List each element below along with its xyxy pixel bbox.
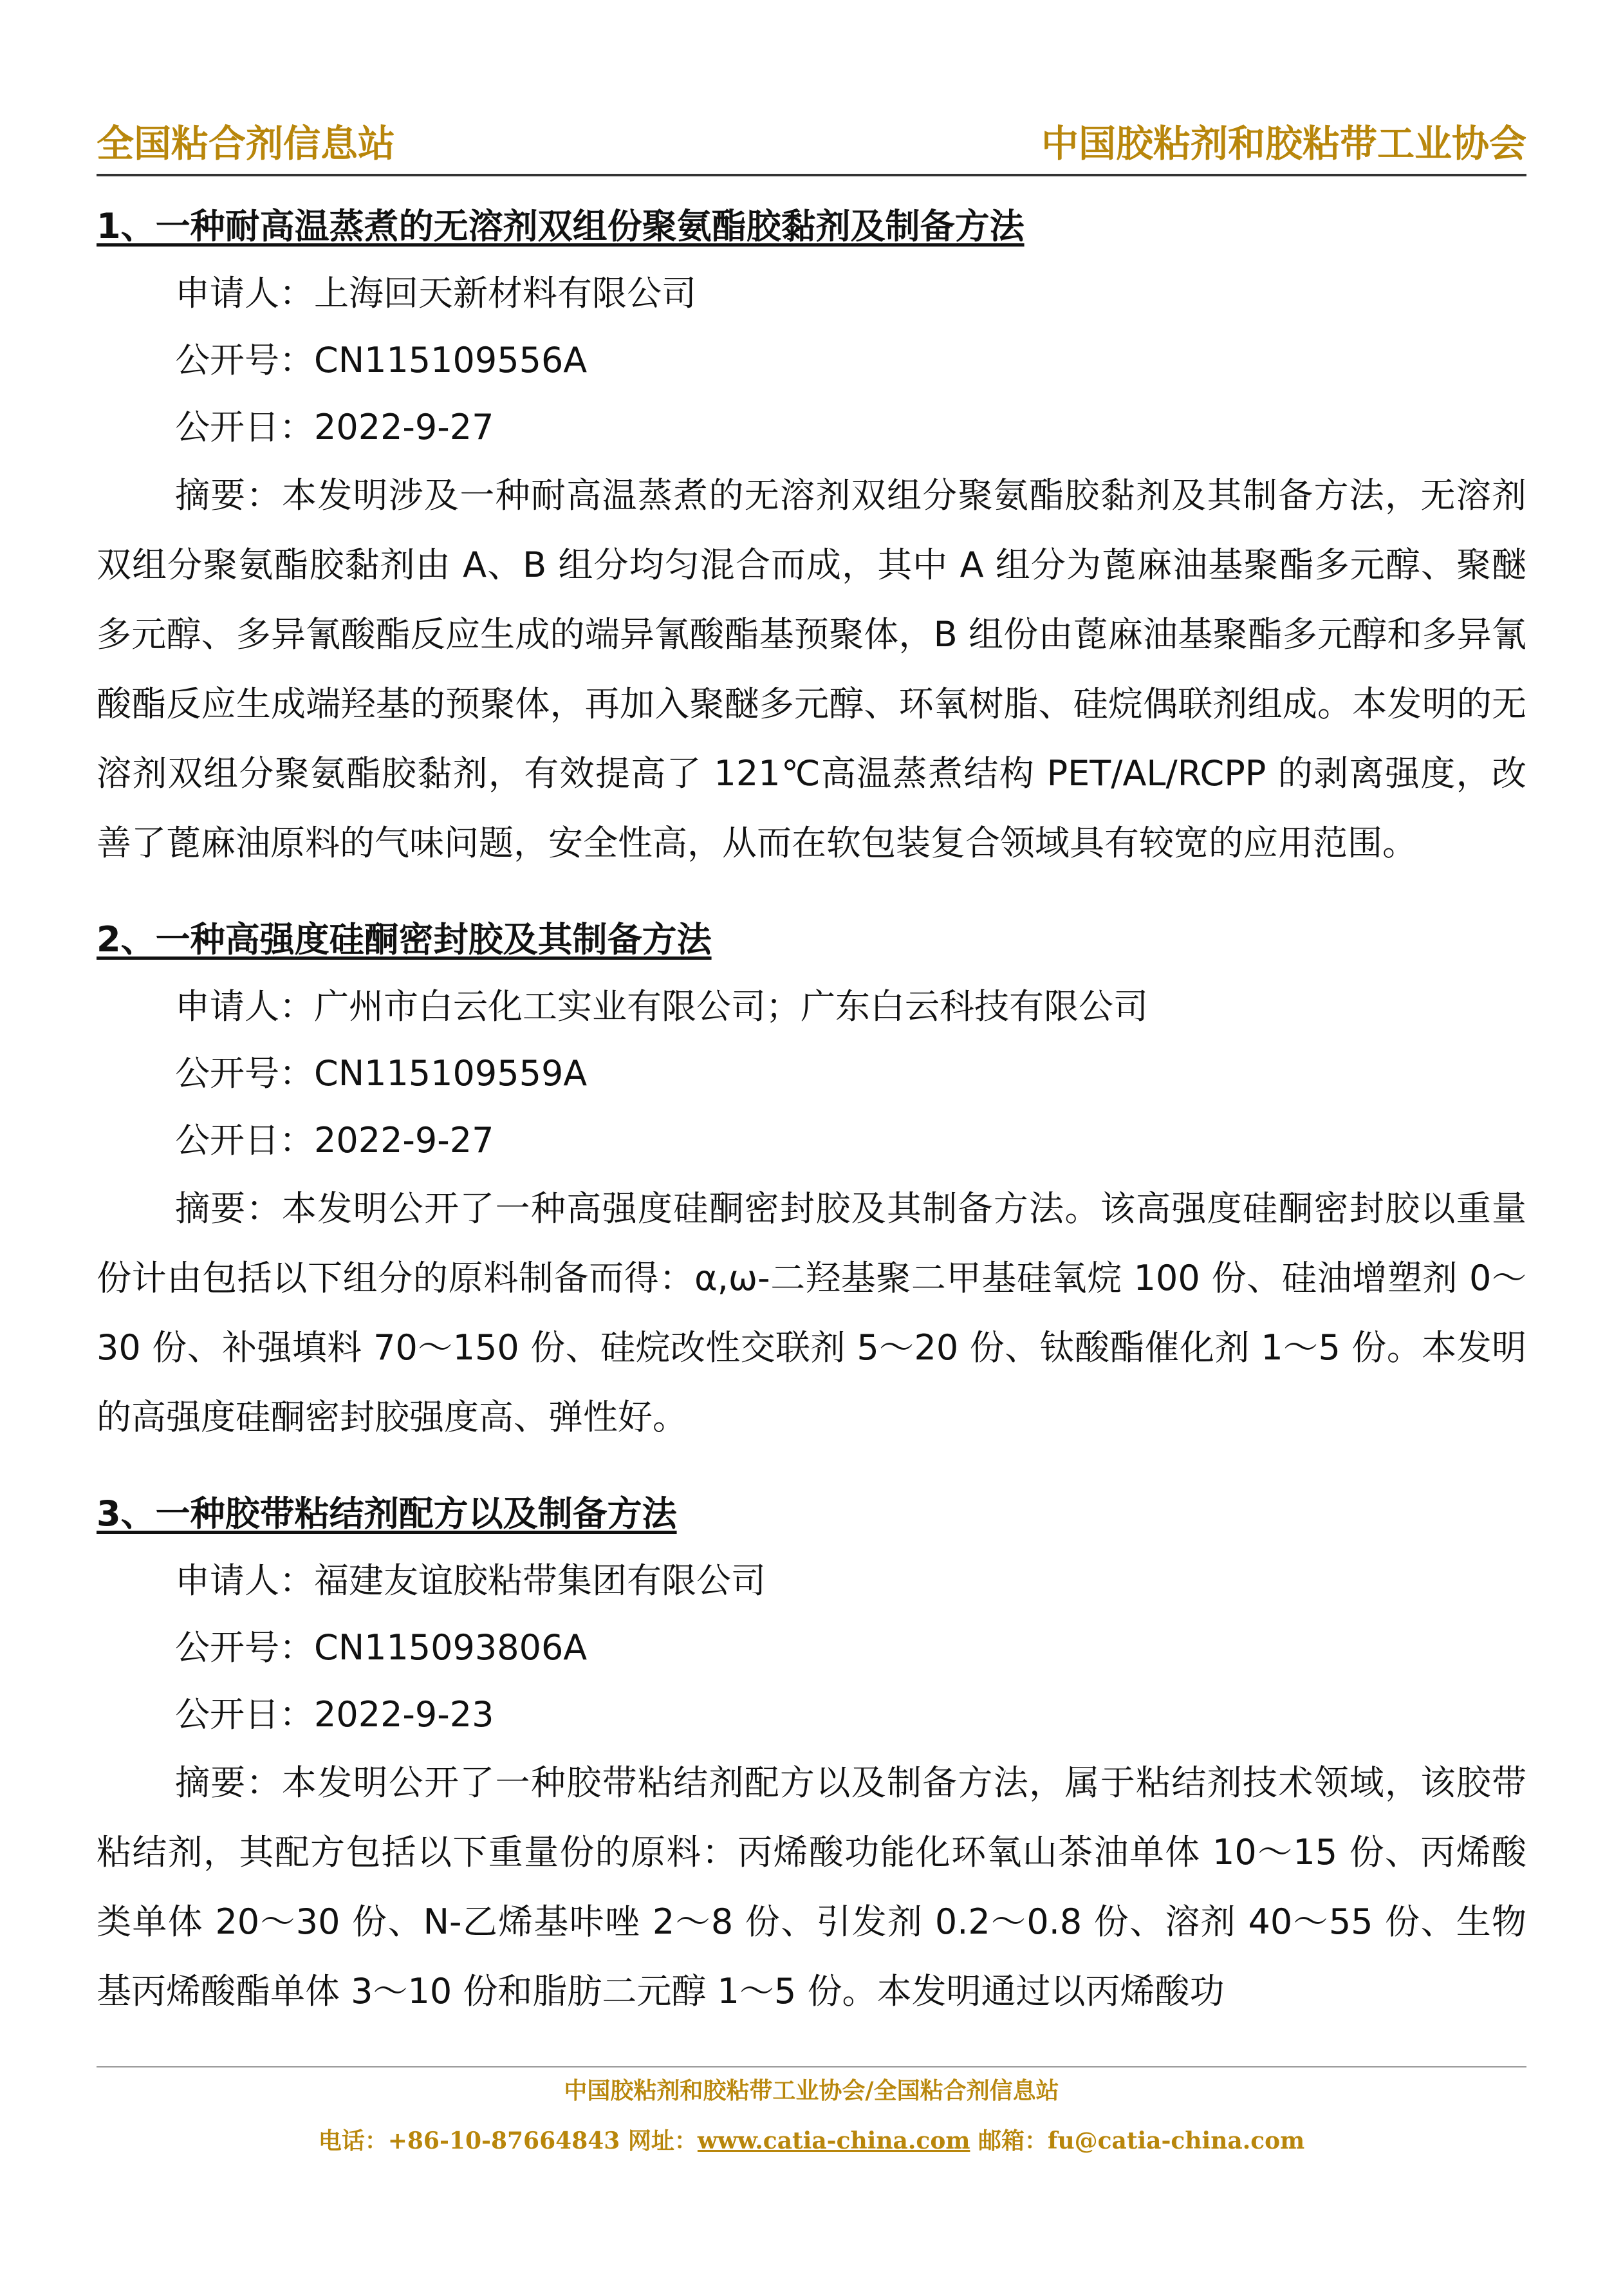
patent-applicant: 申请人：广州市白云化工实业有限公司；广东白云科技有限公司 [175,986,1148,1027]
footer-website-link[interactable]: www.catia-china.com [697,2127,970,2154]
patent-publication-number: 公开号：CN115109556A [175,340,588,380]
patent-applicant: 申请人：上海回天新材料有限公司 [175,273,696,313]
footer-contact [0,2122,1623,2160]
patent-title: 1、一种耐高温蒸煮的无溶剂双组份聚氨酯胶黏剂及制备方法 [97,206,1025,247]
patent-publication-date: 公开日：2022-9-23 [175,1694,494,1735]
patent-publication-date: 公开日：2022-9-27 [175,407,494,447]
patent-title: 2、一种高强度硅酮密封胶及其制备方法 [97,919,712,960]
page-content [97,193,1526,2055]
patent-entry-2 [97,906,1526,1452]
footer-organization: 中国胶粘剂和胶粘带工业协会/全国粘合剂信息站 [564,2077,1059,2104]
patent-abstract: 摘要：本发明涉及一种耐高温蒸煮的无溶剂双组分聚氨酯胶黏剂及其制备方法，无溶剂双组分聚氨酯胶黏剂由 A、B 组分均匀混合而成，其中 A 组分为蓖麻油基聚酯多元醇、聚醚多元醇、多异氰酸酯反应生成的端异氰酸酯基预聚体，B 组份由蓖麻油基聚酯多元醇和多异氰酸酯反应生成端羟基的预聚体，再加入聚醚多元醇、环氧树脂、硅烷偶联剂组成。本发明的无溶剂双组分聚氨酯胶黏剂，有效提高了 121℃高温蒸煮结构 PET/AL/RCPP 的剥离强度，改善了蓖麻油原料的气味问题，安全性高，从而在软包装复合领域具有较宽的应用范围。 [97,475,1526,863]
footer-phone: 电话：+86-10-87664843 网址： [318,2127,698,2154]
patent-abstract: 摘要：本发明公开了一种高强度硅酮密封胶及其制备方法。该高强度硅酮密封胶以重量份计由包括以下组分的原料制备而得：α,ω-二羟基聚二甲基硅氧烷 100 份、硅油增塑剂 0～30 份、补强填料 70～150 份、硅烷改性交联剂 5～20 份、钛酸酯催化剂 1～5 份。本发明的高强度硅酮密封胶强度高、弹性好。 [97,1188,1526,1437]
patent-applicant: 申请人：福建友谊胶粘带集团有限公司 [175,1560,766,1601]
patent-publication-number: 公开号：CN115109559A [175,1053,588,1094]
header-right-title: 中国胶粘剂和胶粘带工业协会 [1041,122,1526,165]
patent-publication-number: 公开号：CN115093806A [175,1627,588,1668]
patent-entry-3 [97,1480,1526,2026]
patent-title: 3、一种胶带粘结剂配方以及制备方法 [97,1493,677,1534]
page-header [97,109,1526,176]
patent-publication-date: 公开日：2022-9-27 [175,1120,494,1161]
header-left-title: 全国粘合剂信息站 [97,122,396,165]
footer-divider [97,2066,1526,2067]
patent-entry-1 [97,193,1526,878]
footer-email: 邮箱：fu@catia-china.com [970,2127,1305,2154]
patent-abstract: 摘要：本发明公开了一种胶带粘结剂配方以及制备方法，属于粘结剂技术领域，该胶带粘结剂，其配方包括以下重量份的原料：丙烯酸功能化环氧山茶油单体 10～15 份、丙烯酸类单体 20～30 份、N-乙烯基咔唑 2～8 份、引发剂 0.2～0.8 份、溶剂 40～55 份、生物基丙烯酸酯单体 3～10 份和脂肪二元醇 1～5 份。本发明通过以丙烯酸功 [97,1762,1526,2011]
